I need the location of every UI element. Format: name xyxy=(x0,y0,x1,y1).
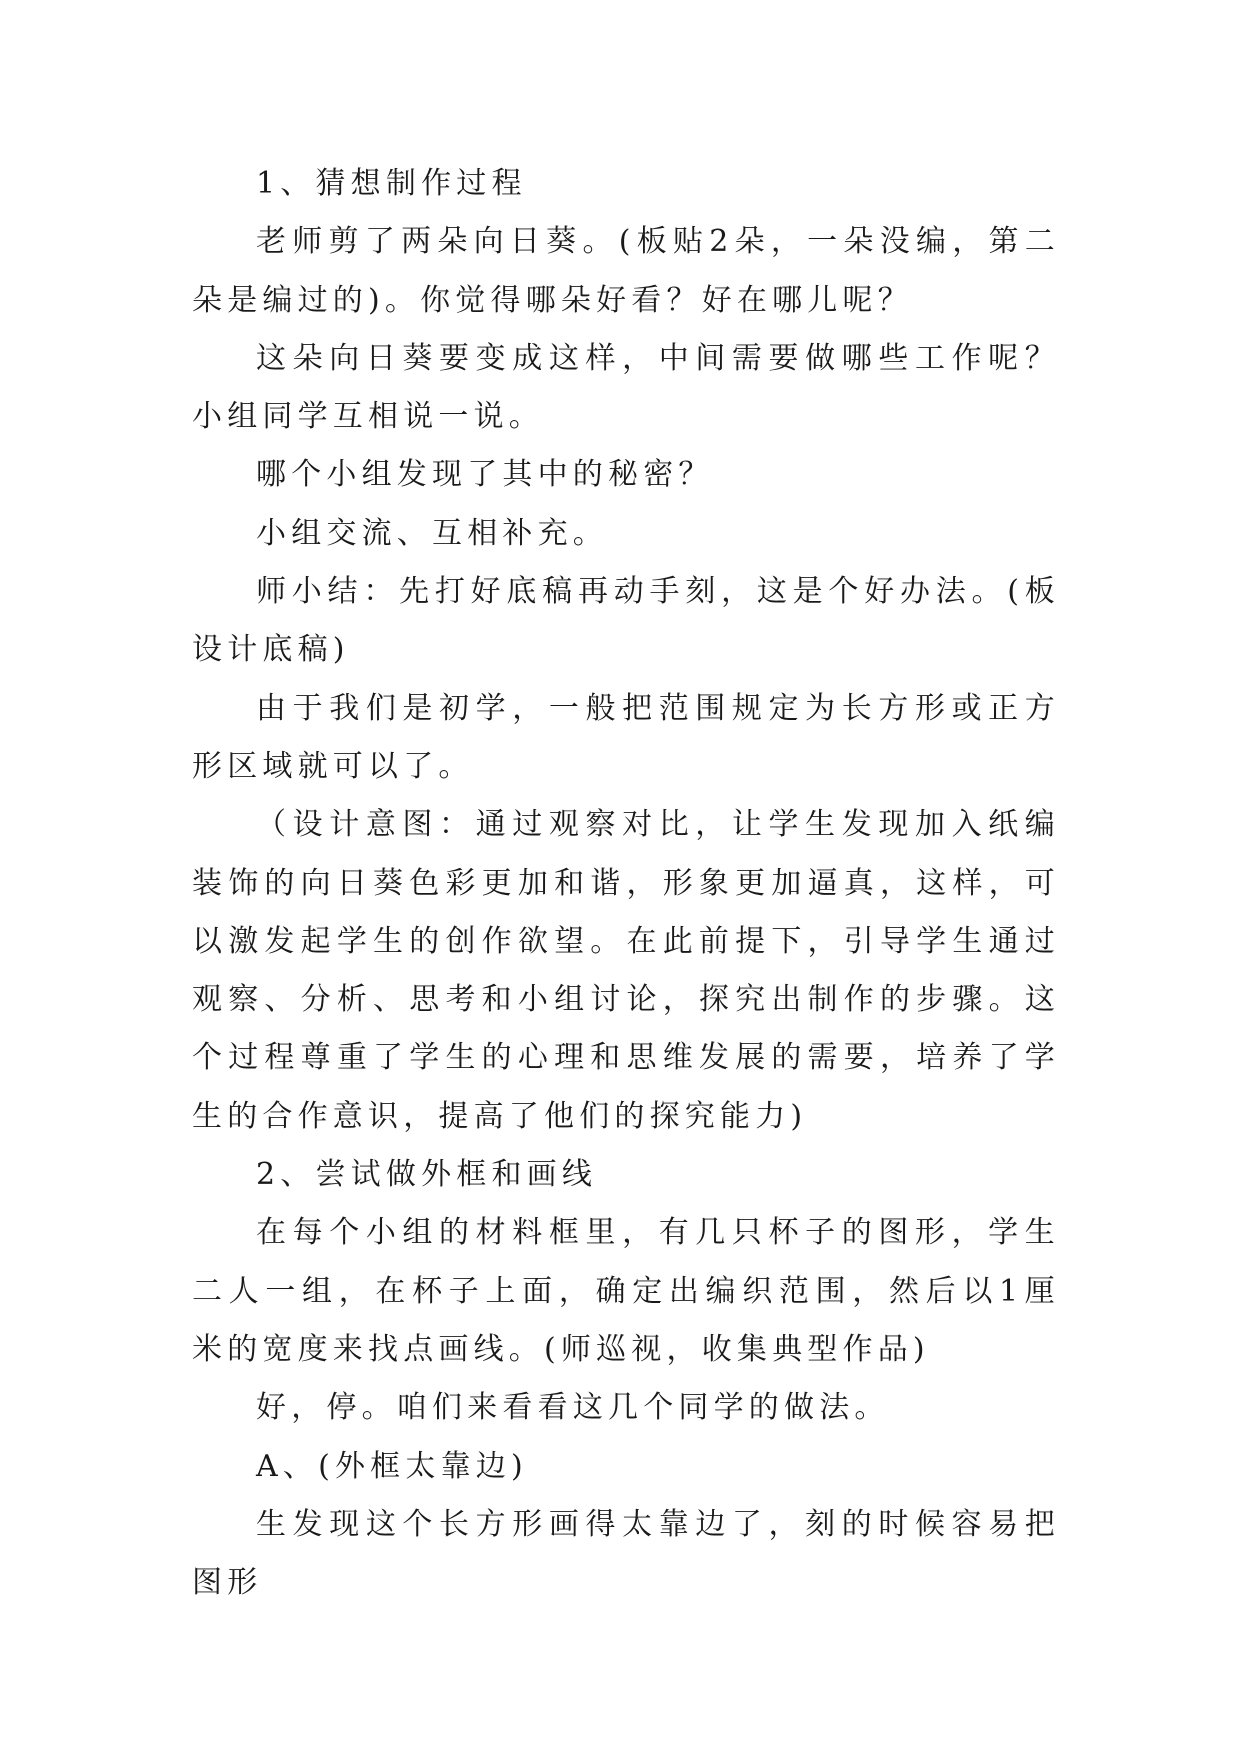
document-body xyxy=(192,155,1060,1612)
paragraph-2: 老师剪了两朵向日葵。(板贴2朵，一朵没编，第二朵是编过的)。你觉得哪朵好看？好在哪儿呢？ xyxy=(192,224,1060,318)
paragraph-12: A、(外框太靠边) xyxy=(256,1448,528,1484)
paragraph-4: 哪个小组发现了其中的秘密？ xyxy=(256,457,714,493)
paragraph-10: 在每个小组的材料框里，有几只杯子的图形，学生二人一组，在杯子上面，确定出编织范围，然后以1厘米的宽度来找点画线。(师巡视，收集典型作品) xyxy=(192,1215,1060,1367)
paragraph-11: 好，停。咱们来看看这几个同学的做法。 xyxy=(256,1390,890,1426)
paragraph-6: 师小结：先打好底稿再动手刻，这是个好办法。(板设计底稿) xyxy=(192,574,1060,668)
paragraph-7: 由于我们是初学，一般把范围规定为长方形或正方形区域就可以了。 xyxy=(192,690,1060,784)
paragraph-3: 这朵向日葵要变成这样，中间需要做哪些工作呢？小组同学互相说一说。 xyxy=(192,340,1060,435)
paragraph-9: 2、尝试做外框和画线 xyxy=(256,1157,598,1193)
paragraph-5: 小组交流、互相补充。 xyxy=(256,515,608,551)
paragraph-8: （设计意图：通过观察对比，让学生发现加入纸编装饰的向日葵色彩更加和谐，形象更加逼真，这样，可以激发起学生的创作欲望。在此前提下，引导学生通过观察、分析、思考和小组讨论，探究出制作的步骤。这个过程尊重了学生的心理和思维发展的需要，培养了学生的合作意识，提高了他们的探究能力) xyxy=(192,807,1060,1134)
paragraph-1: 1、猜想制作过程 xyxy=(256,166,527,201)
paragraph-13: 生发现这个长方形画得太靠边了，刻的时候容易把图形 xyxy=(192,1506,1060,1601)
